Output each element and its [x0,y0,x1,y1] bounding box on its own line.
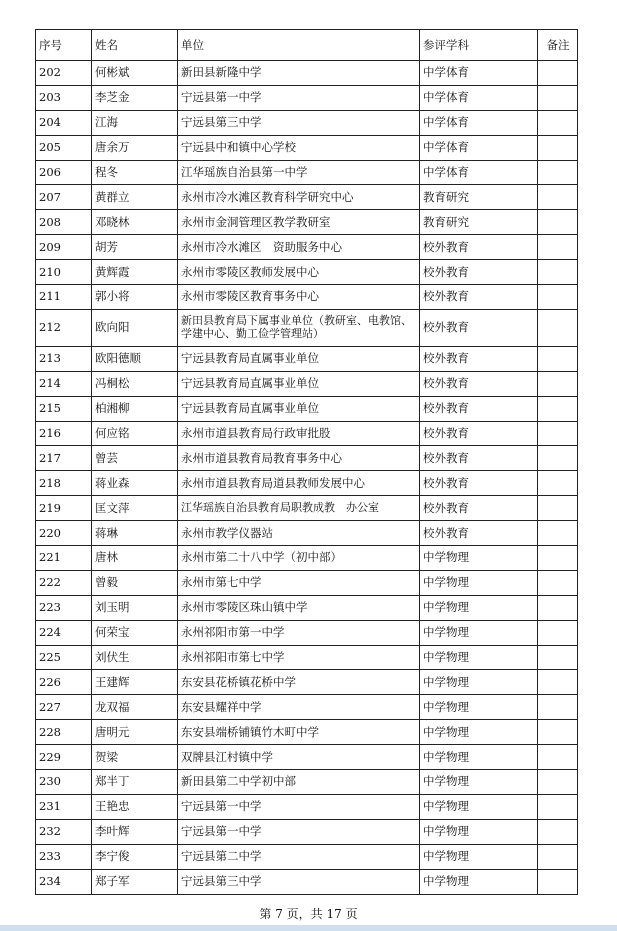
cell-subject: 中学物理 [420,670,538,695]
cell-subject: 校外教育 [420,396,538,421]
cell-note [538,85,578,110]
cell-name: 邓晓林 [92,210,178,235]
cell-note [538,371,578,396]
cell-name: 曾毅 [92,570,178,595]
cell-name: 胡芳 [92,235,178,260]
table-row [36,595,578,620]
cell-name: 江海 [92,110,178,135]
cell-note [538,210,578,235]
cell-note [538,235,578,260]
cell-name: 何应铭 [92,421,178,446]
cell-unit: 东安县端桥铺镇竹木町中学 [178,720,420,745]
cell-note [538,521,578,546]
cell-unit: 永州市第二十八中学（初中部） [178,546,420,571]
cell-no: 219 [36,496,92,521]
cell-subject: 中学物理 [420,720,538,745]
cell-no: 205 [36,135,92,160]
table-row [36,570,578,595]
cell-subject: 中学物理 [420,819,538,844]
cell-subject: 校外教育 [420,521,538,546]
cell-name: 何荣宝 [92,620,178,645]
evaluation-table [35,29,578,895]
table-row [36,110,578,135]
header-subject: 参评学科 [420,30,538,61]
table-row [36,720,578,745]
cell-unit: 永州市道县教育局道县教师发展中心 [178,471,420,496]
cell-no: 218 [36,471,92,496]
cell-unit: 永州市道县教育局教育事务中心 [178,446,420,471]
cell-note [538,309,578,346]
cell-no: 211 [36,285,92,310]
cell-no: 221 [36,546,92,571]
cell-note [538,346,578,371]
cell-subject: 校外教育 [420,309,538,346]
cell-no: 220 [36,521,92,546]
page-footer: 第 7 页，共 17 页 [259,907,358,921]
cell-note [538,160,578,185]
cell-no: 225 [36,645,92,670]
cell-unit: 新田县新隆中学 [178,61,420,86]
cell-no: 226 [36,670,92,695]
cell-subject: 中学物理 [420,745,538,770]
cell-unit: 永州市零陵区教师发展中心 [178,260,420,285]
cell-unit: 宁远县教育局直属事业单位 [178,346,420,371]
cell-name: 刘玉明 [92,595,178,620]
cell-name: 曾芸 [92,446,178,471]
cell-subject: 校外教育 [420,285,538,310]
table-row [36,471,578,496]
cell-unit: 永州市冷水滩区 资助服务中心 [178,235,420,260]
header-no: 序号 [36,30,92,61]
table-row [36,396,578,421]
cell-no: 213 [36,346,92,371]
cell-note [538,620,578,645]
cell-subject: 中学体育 [420,61,538,86]
cell-unit: 永州市教学仪器站 [178,521,420,546]
cell-unit: 宁远县第三中学 [178,110,420,135]
cell-note [538,844,578,869]
cell-unit: 宁远县中和镇中心学校 [178,135,420,160]
cell-no: 216 [36,421,92,446]
table-row [36,235,578,260]
cell-unit: 宁远县教育局直属事业单位 [178,396,420,421]
table-row [36,745,578,770]
cell-no: 204 [36,110,92,135]
cell-name: 贺梁 [92,745,178,770]
viewer-bottom-band [0,925,617,931]
cell-subject: 校外教育 [420,371,538,396]
cell-no: 231 [36,794,92,819]
cell-note [538,819,578,844]
cell-unit: 宁远县教育局直属事业单位 [178,371,420,396]
cell-no: 208 [36,210,92,235]
cell-unit: 永州祁阳市第一中学 [178,620,420,645]
cell-note [538,396,578,421]
cell-subject: 中学物理 [420,794,538,819]
cell-subject: 中学体育 [420,160,538,185]
cell-subject: 校外教育 [420,421,538,446]
cell-note [538,421,578,446]
cell-no: 228 [36,720,92,745]
cell-note [538,496,578,521]
cell-no: 230 [36,770,92,795]
cell-subject: 中学物理 [420,595,538,620]
table-row [36,521,578,546]
cell-no: 214 [36,371,92,396]
cell-name: 李芝金 [92,85,178,110]
cell-no: 206 [36,160,92,185]
cell-note [538,595,578,620]
cell-unit: 江华瑶族自治县第一中学 [178,160,420,185]
table-row [36,794,578,819]
cell-note [538,471,578,496]
cell-unit: 宁远县第一中学 [178,819,420,844]
table-row [36,185,578,210]
cell-name: 唐余万 [92,135,178,160]
cell-subject: 校外教育 [420,496,538,521]
table-row [36,446,578,471]
cell-name: 黄群立 [92,185,178,210]
cell-unit: 永州市零陵区教育事务中心 [178,285,420,310]
table-row [36,346,578,371]
cell-name: 欧阳德顺 [92,346,178,371]
cell-subject: 中学物理 [420,570,538,595]
table-row [36,210,578,235]
cell-name: 郭小将 [92,285,178,310]
cell-name: 郑子军 [92,869,178,894]
cell-no: 223 [36,595,92,620]
cell-unit: 永州市第七中学 [178,570,420,595]
cell-name: 唐林 [92,546,178,571]
cell-name: 唐明元 [92,720,178,745]
cell-unit: 宁远县第一中学 [178,85,420,110]
table-row [36,135,578,160]
table-row [36,770,578,795]
cell-note [538,546,578,571]
cell-no: 217 [36,446,92,471]
cell-note [538,794,578,819]
cell-no: 215 [36,396,92,421]
cell-name: 龙双福 [92,695,178,720]
cell-note [538,720,578,745]
table-row [36,285,578,310]
cell-note [538,745,578,770]
cell-name: 李叶辉 [92,819,178,844]
table-row [36,85,578,110]
cell-no: 212 [36,309,92,346]
cell-subject: 中学体育 [420,135,538,160]
table-row [36,695,578,720]
cell-note [538,285,578,310]
cell-subject: 中学物理 [420,770,538,795]
cell-no: 229 [36,745,92,770]
cell-no: 209 [36,235,92,260]
cell-name: 何彬斌 [92,61,178,86]
cell-name: 王建辉 [92,670,178,695]
cell-name: 蒋琳 [92,521,178,546]
cell-subject: 中学物理 [420,546,538,571]
table-row [36,309,578,346]
cell-name: 程冬 [92,160,178,185]
cell-subject: 教育研究 [420,185,538,210]
cell-note [538,110,578,135]
table-row [36,546,578,571]
cell-subject: 校外教育 [420,346,538,371]
cell-no: 203 [36,85,92,110]
cell-subject: 中学物理 [420,869,538,894]
cell-subject: 校外教育 [420,235,538,260]
header-note: 备注 [538,30,578,61]
cell-no: 233 [36,844,92,869]
cell-no: 202 [36,61,92,86]
header-unit: 单位 [178,30,420,61]
cell-note [538,260,578,285]
cell-name: 匡文萍 [92,496,178,521]
cell-unit: 新田县第二中学初中部 [178,770,420,795]
cell-name: 郑半丁 [92,770,178,795]
cell-subject: 中学物理 [420,844,538,869]
cell-unit: 宁远县第三中学 [178,869,420,894]
cell-subject: 校外教育 [420,260,538,285]
cell-unit: 永州市金洞管理区教学教研室 [178,210,420,235]
cell-unit: 双牌县江村镇中学 [178,745,420,770]
cell-no: 234 [36,869,92,894]
cell-unit: 永州市零陵区珠山镇中学 [178,595,420,620]
cell-unit: 江华瑶族自治县教育局职教成教 办公室 [178,496,420,521]
cell-unit: 东安县花桥镇花桥中学 [178,670,420,695]
table-row [36,670,578,695]
cell-note [538,770,578,795]
cell-subject: 中学物理 [420,645,538,670]
cell-subject: 校外教育 [420,471,538,496]
cell-note [538,670,578,695]
cell-name: 王艳忠 [92,794,178,819]
cell-no: 224 [36,620,92,645]
cell-no: 232 [36,819,92,844]
table-row [36,645,578,670]
cell-no: 210 [36,260,92,285]
cell-name: 黄辉霞 [92,260,178,285]
cell-name: 蒋业森 [92,471,178,496]
cell-subject: 教育研究 [420,210,538,235]
cell-unit: 永州市道县教育局行政审批股 [178,421,420,446]
table-row [36,260,578,285]
cell-unit: 东安县耀祥中学 [178,695,420,720]
cell-subject: 中学体育 [420,110,538,135]
table-header-row [36,30,578,61]
cell-unit: 新田县教育局下属事业单位（教研室、电教馆、学建中心、勤工俭学管理站） [178,309,420,346]
cell-no: 222 [36,570,92,595]
table-row [36,844,578,869]
cell-note [538,185,578,210]
cell-unit: 永州市冷水滩区教育科学研究中心 [178,185,420,210]
cell-name: 欧向阳 [92,309,178,346]
cell-note [538,446,578,471]
cell-name: 李宁俊 [92,844,178,869]
cell-note [538,135,578,160]
cell-note [538,61,578,86]
table-row [36,620,578,645]
table-row [36,496,578,521]
table-row [36,160,578,185]
cell-note [538,645,578,670]
table-row [36,819,578,844]
cell-note [538,695,578,720]
cell-subject: 中学体育 [420,85,538,110]
cell-unit: 宁远县第二中学 [178,844,420,869]
cell-note [538,570,578,595]
table-row [36,869,578,894]
table-row [36,421,578,446]
header-name: 姓名 [92,30,178,61]
cell-unit: 永州祁阳市第七中学 [178,645,420,670]
cell-subject: 中学物理 [420,695,538,720]
cell-subject: 校外教育 [420,446,538,471]
cell-subject: 中学物理 [420,620,538,645]
cell-name: 冯桐松 [92,371,178,396]
cell-name: 刘伏生 [92,645,178,670]
table-row [36,371,578,396]
cell-name: 柏湘柳 [92,396,178,421]
cell-no: 227 [36,695,92,720]
cell-no: 207 [36,185,92,210]
table-row [36,61,578,86]
cell-unit: 宁远县第一中学 [178,794,420,819]
cell-note [538,869,578,894]
